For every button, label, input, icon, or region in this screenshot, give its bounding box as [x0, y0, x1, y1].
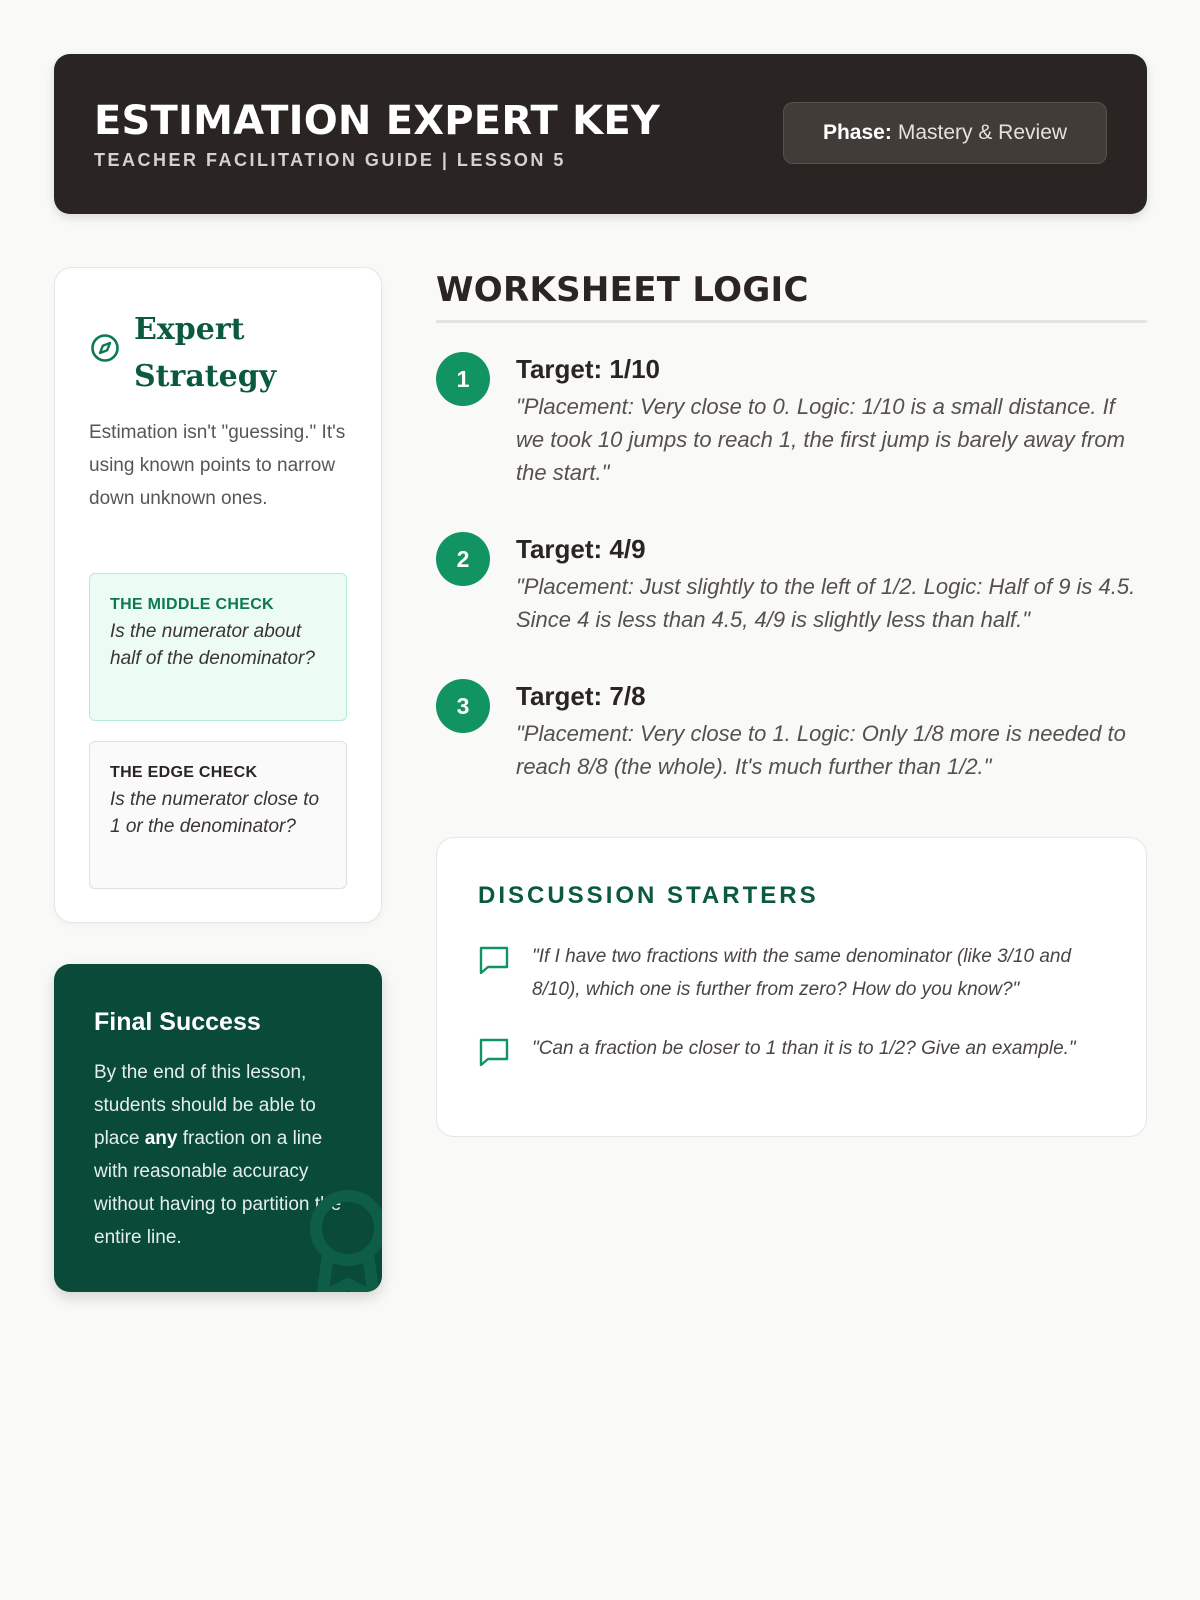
strategy-description: Estimation isn't "guessing." It's using known points to narrow down unknown ones. [89, 422, 346, 509]
middle-check-title: THE MIDDLE CHECK [110, 596, 274, 613]
discussion-starters-card [436, 837, 1147, 1137]
success-text-emphasis: any [144, 1128, 178, 1149]
edge-check-title: THE EDGE CHECK [110, 764, 258, 781]
expert-strategy-card [54, 267, 382, 923]
discussion-title: DISCUSSION STARTERS [478, 882, 819, 909]
target-label: Target: 7/8 [516, 681, 646, 711]
middle-check-text: Is the numerator about half of the denominator? [110, 621, 315, 669]
target-logic: "Placement: Just slightly to the left of 1/2. Logic: Half of 9 is 4.5. Since 4 is less than 4.5, 4/9 is slightly less than half." [516, 574, 1136, 632]
header-banner [54, 54, 1147, 214]
success-title: Final Success [94, 1008, 261, 1036]
page-title: ESTIMATION EXPERT KEY [94, 98, 661, 144]
step-number-badge: 3 [436, 679, 490, 733]
final-success-card [54, 964, 382, 1292]
strategy-title: Expert Strategy [134, 312, 277, 394]
page-subtitle: TEACHER FACILITATION GUIDE | LESSON 5 [94, 150, 566, 170]
edge-check-text: Is the numerator close to 1 or the denominator? [110, 789, 320, 837]
medal-icon [298, 1188, 382, 1292]
phase-badge [783, 102, 1107, 164]
worksheet-logic-title: WORKSHEET LOGIC [436, 270, 809, 310]
phase-label: Phase: [822, 121, 892, 144]
target-label: Target: 4/9 [516, 534, 646, 564]
chat-icon [478, 1036, 510, 1068]
target-label: Target: 1/10 [516, 354, 661, 384]
middle-check-box [89, 573, 347, 721]
target-logic: "Placement: Very close to 0. Logic: 1/10 is a small distance. If we took 10 jumps to reach 1, the first jump is barely away from the start." [516, 394, 1125, 485]
step-number-badge: 2 [436, 532, 490, 586]
chat-icon [478, 944, 510, 976]
compass-icon [89, 332, 121, 364]
target-logic: "Placement: Very close to 1. Logic: Only 1/8 more is needed to reach 8/8 (the whole). It's much further than 1/2." [516, 721, 1126, 779]
phase-value: Mastery & Review [897, 121, 1068, 144]
question-text: "Can a fraction be closer to 1 than it is to 1/2? Give an example." [532, 1038, 1076, 1059]
success-text-after: fraction on a line with reasonable accuracy without having to partition the entire line. [94, 1128, 342, 1248]
step-number-badge: 1 [436, 352, 490, 406]
question-text: "If I have two fractions with the same denominator (like 3/10 and 8/10), which one is further from zero? How do you know?" [532, 946, 1072, 1000]
worksheet-divider [436, 320, 1147, 323]
edge-check-box [89, 741, 347, 889]
success-text-before: By the end of this lesson, students should be able to place [94, 1062, 316, 1149]
